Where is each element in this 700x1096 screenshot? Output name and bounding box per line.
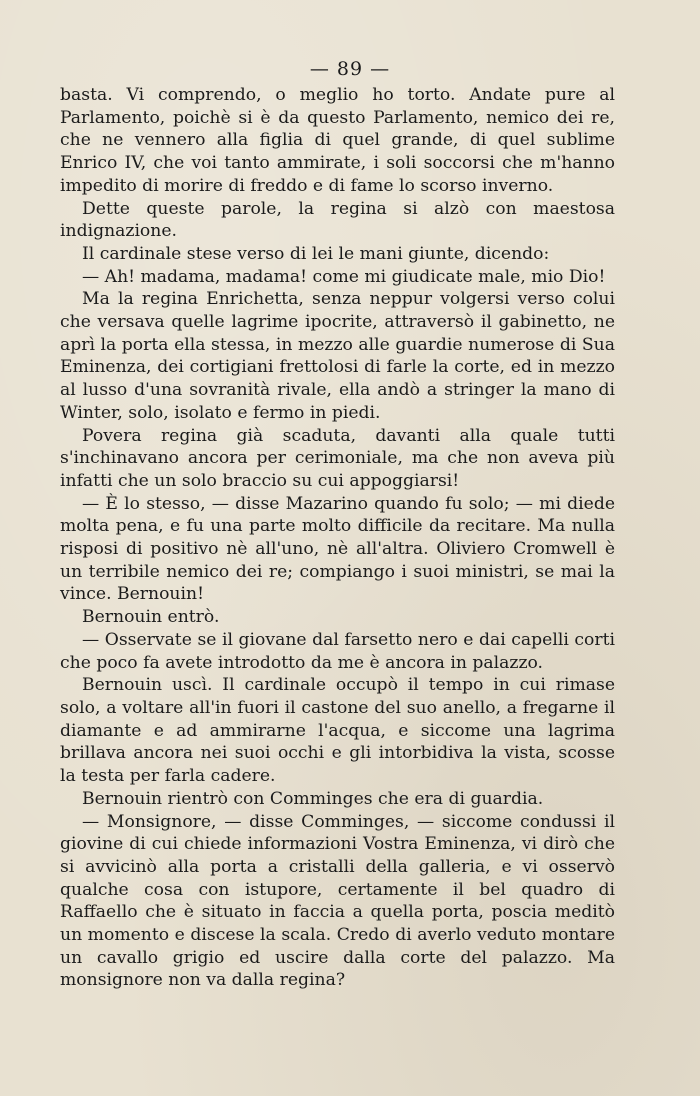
paragraph: — Ah! madama, madama! come mi giudicate male, mio Dio!: [82, 266, 606, 287]
page-body: [60, 84, 615, 992]
paragraph: — Osservate se il giovane dal farsetto nero e dai capelli corti che poco fa avete introdotto da me è ancora in palazzo.: [60, 629, 615, 673]
paragraph: Ma la regina Enrichetta, senza neppur volgersi verso colui che versava quelle lagrime ipocrite, attraversò il gabinetto, ne aprì la porta ella stessa, in mezzo alle guardie numerose di Sua Eminenza, dei cortigiani frettolosi di farle la corte, ed in mezzo al lusso d'una sovranità rivale, ella andò a stringer la mano di Winter, solo, isolato e fermo in piedi.: [60, 289, 615, 423]
page-number: — 89 —: [309, 58, 391, 80]
paragraph: Bernouin rientrò con Comminges che era di guardia.: [82, 788, 544, 809]
paragraph: Povera regina già scaduta, davanti alla quale tutti s'inchinavano ancora per cerimoniale, ma che non aveva più infatti che un solo braccio su cui appoggiarsi!: [60, 425, 615, 491]
paragraph: Dette queste parole, la regina si alzò con maestosa indignazione.: [60, 198, 615, 242]
paragraph: Bernouin entrò.: [82, 607, 220, 628]
paragraph: basta. Vi comprendo, o meglio ho torto. Andate pure al Parlamento, poichè si è da questo Parlamento, nemico dei re, che ne vennero alla figlia di quel grande, di quel sublime Enrico IV, che voi tanto ammirate, i soli soccorsi che m'hanno impedito di morire di freddo e di fame lo scorso inverno.: [60, 85, 615, 196]
paragraph: — È lo stesso, — disse Mazarino quando fu solo; — mi diede molta pena, e fu una parte molto difficile da recitare. Ma nulla risposi di positivo nè all'uno, nè all'altra. Oliviero Cromwell è un terribile nemico dei re; compiango i suoi ministri, se mai la vince. Bernouin!: [60, 493, 615, 605]
paragraph: Bernouin uscì. Il cardinale occupò il tempo in cui rimase solo, a voltare all'in fuori il castone del suo anello, a fregarne il diamante e ad ammirarne l'acqua, e siccome una lagrima brillava ancora nei suoi occhi e gli intorbidiva la vista, scosse la testa per farla cadere.: [60, 675, 615, 787]
paragraph: Il cardinale stese verso di lei le mani giunte, dicendo:: [82, 243, 550, 264]
paragraph: — Monsignore, — disse Comminges, — siccome condussi il giovine di cui chiede informazioni Vostra Eminenza, vi dirò che si avvicinò alla porta a cristalli della galleria, e vi osservò qualche cosa con istupore, certamente il bel quadro di Raffaello che è situato in faccia a quella porta, poscia meditò un momento e discese la scala. Credo di averlo veduto montare un cavallo grigio ed uscire dalla corte del palazzo. Ma monsignore non va dalla regina?: [60, 811, 615, 991]
